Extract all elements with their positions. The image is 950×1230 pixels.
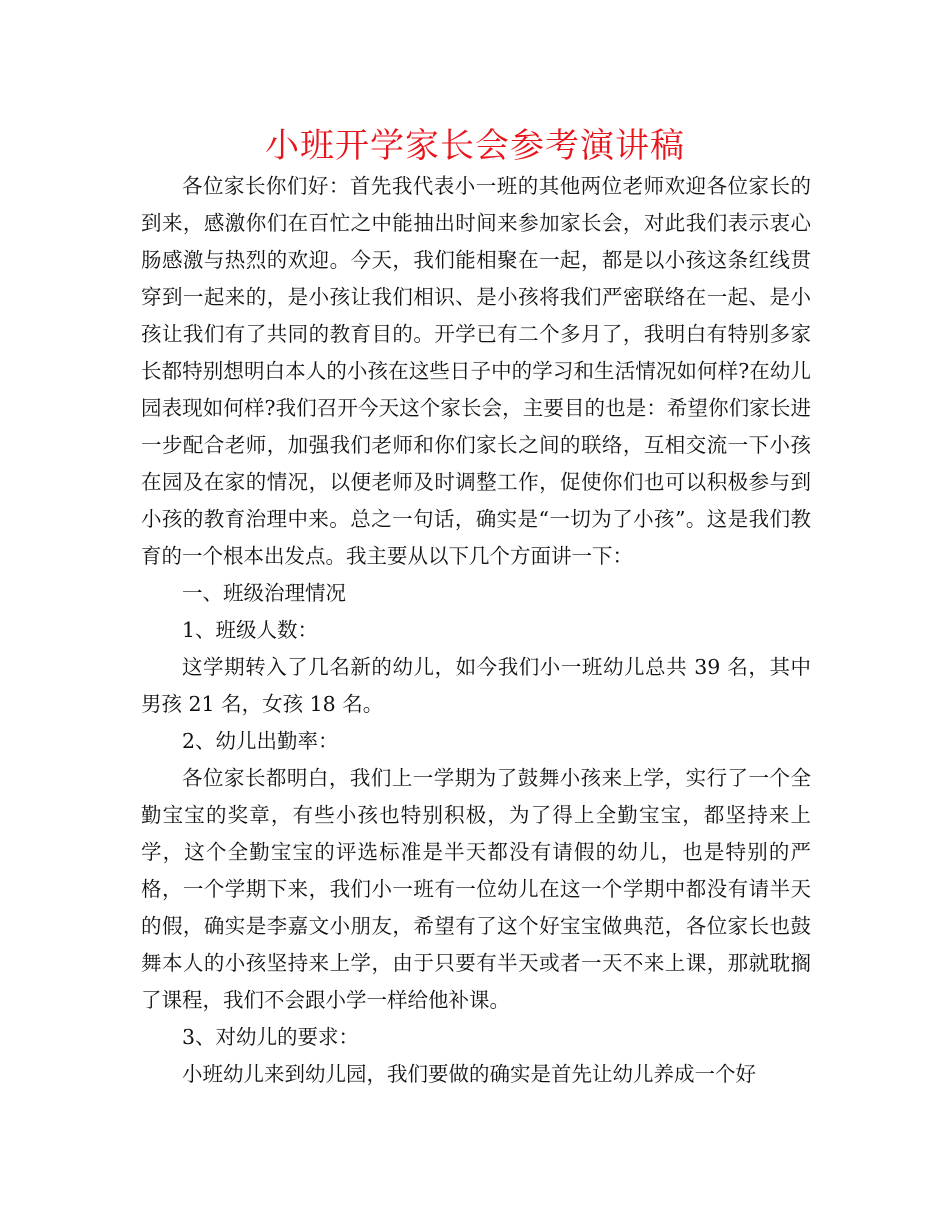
subheading-class-size: 1、班级人数： — [182, 618, 319, 642]
document-body — [141, 168, 811, 1093]
paragraph-class-size: 这学期转入了几名新的幼儿，如今我们小一班幼儿总共 39 名，其中男孩 21 名，女孩 18 名。 — [141, 655, 811, 716]
paragraph-attendance: 各位家长都明白，我们上一学期为了鼓舞小孩来上学，实行了一个全勤宝宝的奖章，有些小孩也特别积极，为了得上全勤宝宝，都坚持来上学，这个全勤宝宝的评选标准是半天都没有请假的幼儿，也是特别的严格，一个学期下来，我们小一班有一位幼儿在这一个学期中都没有请半天的假，确实是李嘉文小朋友，希望有了这个好宝宝做典范，各位家长也鼓舞本人的小孩坚持来上学，由于只要有半天或者一天不来上课，那就耽搁了课程，我们不会跟小学一样给他补课。 — [141, 766, 811, 1012]
paragraph-greeting: 各位家长你们好：首先我代表小一班的其他两位老师欢迎各位家长的到来，感激你们在百忙之中能抽出时间来参加家长会，对此我们表示衷心肠感激与热烈的欢迎。今天，我们能相聚在一起，都是以小孩这条红线贯穿到一起来的，是小孩让我们相识、是小孩将我们严密联络在一起、是小孩让我们有了共同的教育目的。开学已有二个多月了，我明白有特别多家长都特别想明白本人的小孩在这些日子中的学习和生活情况如何样?在幼儿园表现如何样?我们召开今天这个家长会，主要目的也是：希望你们家长进一步配合老师，加强我们老师和你们家长之间的联络，互相交流一下小孩在园及在家的情况，以便老师及时调整工作，促使你们也可以积极参与到小孩的教育治理中来。总之一句话，确实是“一切为了小孩”。这是我们教育的一个根本出发点。我主要从以下几个方面讲一下： — [141, 174, 811, 568]
document-title: 小班开学家长会参考演讲稿 — [265, 126, 685, 166]
paragraph-requirements: 小班幼儿来到幼儿园，我们要做的确实是首先让幼儿养成一个好 — [182, 1062, 756, 1086]
subheading-attendance: 2、幼儿出勤率： — [182, 729, 339, 753]
section-heading-class-management: 一、班级治理情况 — [182, 581, 346, 605]
subheading-requirements: 3、对幼儿的要求： — [182, 1025, 360, 1049]
